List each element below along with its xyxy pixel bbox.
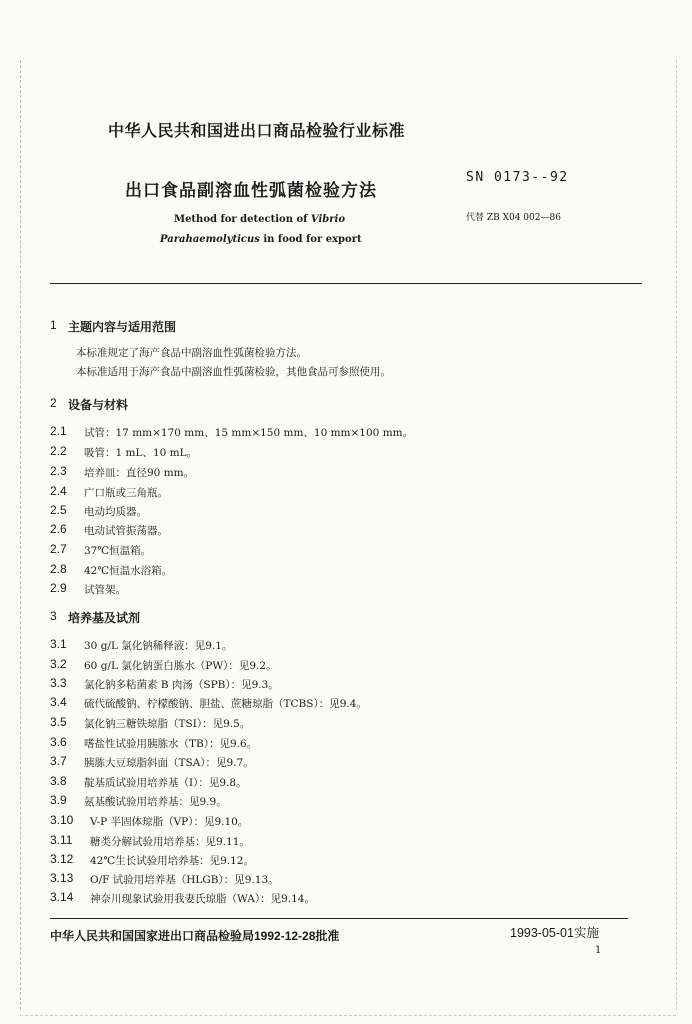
list-item-text: 试管架。 bbox=[84, 584, 126, 596]
section-1-paragraph: 本标准规定了海产食品中副溶血性弧菌检验方法。 bbox=[76, 347, 307, 359]
list-item-text: 吸管：1 mL、10 mL。 bbox=[84, 447, 198, 459]
list-item-number: 2.9 bbox=[50, 581, 67, 595]
list-item-number: 3.14 bbox=[50, 890, 74, 904]
list-item-text: O/F 试验用培养基（HLGB）：见9.13。 bbox=[90, 874, 279, 886]
list-item-text: 嗜盐性试验用胰胨水（TB）：见9.6。 bbox=[84, 738, 258, 750]
list-item-number: 2.8 bbox=[50, 562, 67, 576]
list-item-text: 氨基酸试验用培养基：见9.9。 bbox=[84, 796, 227, 808]
list-item-text: 硫代硫酸钠、柠檬酸钠、胆盐、蔗糖琼脂（TCBS）：见9.4。 bbox=[84, 698, 367, 710]
list-item-text: 靛基质试验用培养基（I）：见9.8。 bbox=[84, 777, 247, 789]
scan-edge-left bbox=[20, 60, 21, 1010]
section-1-title: 主题内容与适用范围 bbox=[68, 320, 177, 334]
list-item-text: 神奈川现象试验用我妻氏琼脂（WA）：见9.14。 bbox=[90, 893, 315, 905]
scan-edge-right bbox=[676, 60, 677, 1010]
list-item-number: 3.6 bbox=[50, 735, 67, 749]
section-3-number: 3 bbox=[50, 609, 57, 623]
footer-divider bbox=[50, 918, 628, 919]
list-item-number: 2.7 bbox=[50, 542, 67, 556]
list-item-text: 37℃恒温箱。 bbox=[84, 545, 152, 557]
section-2-title: 设备与材料 bbox=[68, 398, 129, 412]
list-item-text: 42℃恒温水浴箱。 bbox=[84, 565, 173, 577]
list-item-text: 电动均质器。 bbox=[84, 506, 147, 518]
english-title-line1 bbox=[174, 214, 345, 225]
list-item-number: 3.13 bbox=[50, 871, 74, 885]
list-item-text: 氯化钠多粘菌素 B 肉汤（SPB）：见9.3。 bbox=[84, 679, 279, 691]
list-item-number: 3.10 bbox=[50, 813, 74, 827]
english-title-species: Parahaemolyticus bbox=[160, 234, 260, 245]
replaces-note: 代替 ZB X04 002—86 bbox=[466, 213, 561, 223]
list-item-number: 3.3 bbox=[50, 676, 67, 690]
list-item-text: 广口瓶或三角瓶。 bbox=[84, 487, 168, 499]
list-item-number: 2.5 bbox=[50, 503, 67, 517]
list-item-number: 2.4 bbox=[50, 484, 67, 498]
list-item-text: 42℃生长试验用培养基：见9.12。 bbox=[90, 855, 254, 867]
list-item-number: 3.8 bbox=[50, 774, 67, 788]
list-item-number: 2.6 bbox=[50, 522, 67, 536]
document-title: 出口食品副溶血性弧菌检验方法 bbox=[125, 181, 377, 201]
section-3-title: 培养基及试剂 bbox=[68, 611, 141, 625]
header-divider bbox=[50, 283, 642, 284]
english-title-prefix: Method for detection of bbox=[174, 214, 311, 225]
list-item-number: 2.3 bbox=[50, 464, 67, 478]
standard-code: SN 0173--92 bbox=[466, 170, 569, 185]
list-item-text: 胰胨大豆琼脂斜面（TSA）：见9.7。 bbox=[84, 757, 254, 769]
scan-edge-bottom bbox=[20, 1015, 676, 1016]
list-item-text: 糖类分解试验用培养基：见9.11。 bbox=[90, 836, 250, 848]
list-item-number: 3.1 bbox=[50, 637, 67, 651]
list-item-number: 3.5 bbox=[50, 715, 67, 729]
list-item-number: 3.4 bbox=[50, 695, 67, 709]
section-1-number: 1 bbox=[50, 318, 57, 332]
list-item-number: 3.7 bbox=[50, 754, 67, 768]
english-title-genus: Vibrio bbox=[310, 214, 346, 225]
list-item-text: 60 g/L 氯化钠蛋白胨水（PW）：见9.2。 bbox=[84, 660, 277, 672]
list-item-text: 培养皿：直径90 mm。 bbox=[84, 467, 195, 479]
page-number: 1 bbox=[595, 945, 602, 956]
list-item-text: V-P 半固体琼脂（VP）：见9.10。 bbox=[90, 816, 249, 828]
list-item-text: 电动试管振荡器。 bbox=[84, 525, 168, 537]
list-item-number: 3.12 bbox=[50, 852, 74, 866]
section-2-number: 2 bbox=[50, 396, 57, 410]
list-item-text: 氯化钠三糖铁琼脂（TSI）：见9.5。 bbox=[84, 718, 251, 730]
list-item-number: 2.1 bbox=[50, 424, 67, 438]
list-item-number: 3.11 bbox=[50, 833, 73, 847]
english-title-line2 bbox=[160, 234, 362, 245]
list-item-number: 2.2 bbox=[50, 444, 67, 458]
approval-line: 中华人民共和国国家进出口商品检验局1992-12-28批准 bbox=[50, 929, 340, 943]
list-item-text: 30 g/L 氯化钠稀释液：见9.1。 bbox=[84, 640, 233, 652]
section-1-paragraph: 本标准适用于海产食品中副溶血性弧菌检验，其他食品可参照使用。 bbox=[76, 366, 391, 378]
list-item-number: 3.2 bbox=[50, 657, 67, 671]
list-item-number: 3.9 bbox=[50, 793, 67, 807]
list-item-text: 试管：17 mm×170 mm、15 mm×150 mm、10 mm×100 mm。 bbox=[84, 427, 414, 439]
implementation-date: 1993-05-01实施 bbox=[510, 926, 599, 940]
english-title-suffix: in food for export bbox=[259, 234, 362, 245]
standard-category-header: 中华人民共和国进出口商品检验行业标准 bbox=[108, 121, 406, 140]
